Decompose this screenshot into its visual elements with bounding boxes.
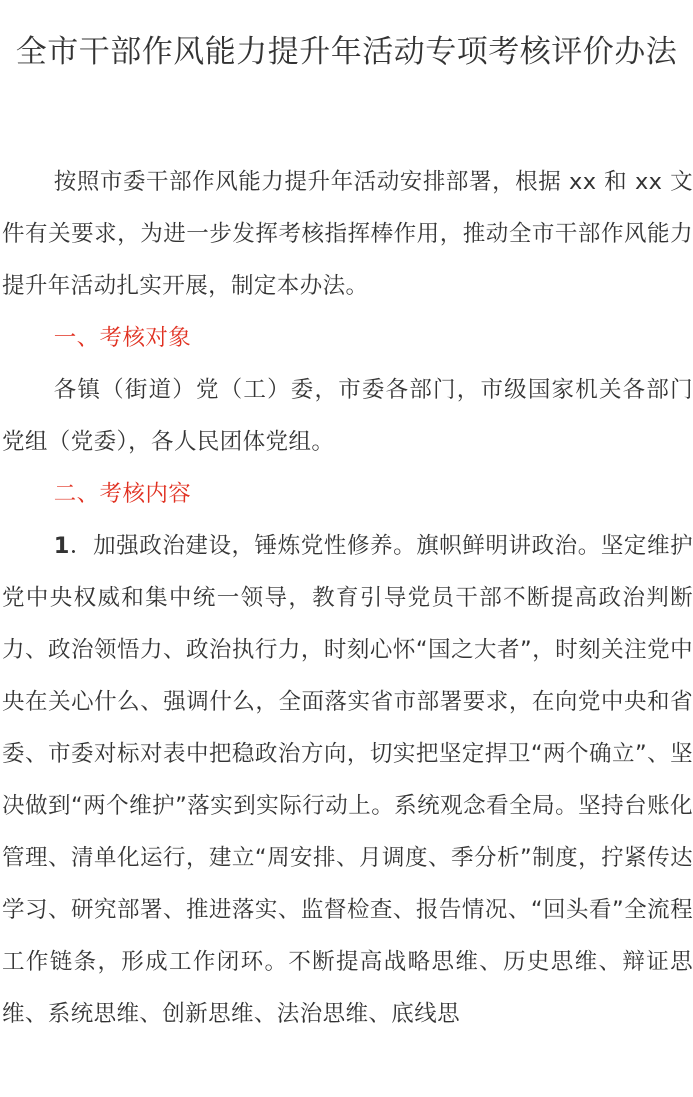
item-1-text: ．加强政治建设，锤炼党性修养。旗帜鲜明讲政治。坚定维护党中央权威和集中统一领导，教育引导党员干部不断提高政治判断力、政治领悟力、政治执行力，时刻心怀“国之大者”，时刻关注党中央在关心什么、强调什么，全面落实省市部署要求，在向党中央和省委、市委对标对表中把稳政治方向，切实把坚定捍卫“两个确立”、坚决做到“两个维护”落实到实际行动上。系统观念看全局。坚持台账化管理、清单化运行，建立“周安排、月调度、季分析”制度，拧紧传达学习、研究部署、推进落实、监督检查、报告情况、“回头看”全流程工作链条，形成工作闭环。不断提高战略思维、历史思维、辩证思维、系统思维、创新思维、法治思维、底线思 — [2, 533, 693, 1027]
assessment-targets-paragraph: 各镇（街道）党（工）委，市委各部门，市级国家机关各部门党组（党委），各人民团体党组。 — [2, 377, 693, 455]
document-title: 全市干部作风能力提升年活动专项考核评价办法 — [15, 34, 678, 70]
section-heading-assessment-content: 二、考核内容 — [53, 481, 192, 507]
intro-paragraph: 按照市委干部作风能力提升年活动安排部署，根据 xx 和 xx 文件有关要求，为进一步发挥考核指挥棒作用，推动全市干部作风能力提升年活动扎实开展，制定本办法。 — [2, 169, 693, 299]
item-1-paragraph — [2, 520, 693, 1040]
item-1-number: 1 — [53, 533, 70, 559]
section-heading-assessment-targets: 一、考核对象 — [53, 325, 192, 351]
document-body — [2, 156, 693, 1040]
